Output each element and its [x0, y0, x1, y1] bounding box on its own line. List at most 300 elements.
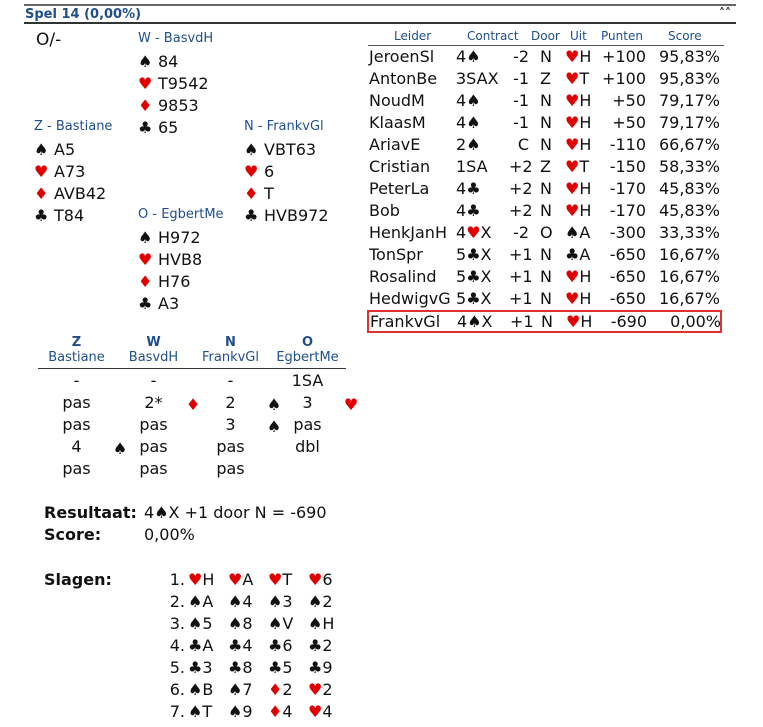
score-row-score: 95,83%	[658, 69, 720, 88]
heart-icon: ♥	[228, 570, 243, 589]
score-row-lead	[565, 201, 591, 220]
heart-icon: ♥	[343, 395, 359, 414]
east-spades: H972	[158, 228, 201, 247]
trick-row	[155, 680, 345, 702]
lead-card: H	[579, 289, 592, 308]
score-row-door: N	[540, 245, 552, 264]
score-row-points: -300	[609, 223, 646, 242]
score-row-result: +2	[509, 157, 533, 176]
spade-icon: ♠	[268, 614, 283, 633]
heart-icon: ♥	[138, 74, 153, 93]
bidding-col-n	[192, 336, 269, 366]
bidding-player: BasvdH	[128, 350, 179, 365]
spade-icon: ♠	[565, 223, 580, 242]
score-row-points: +50	[612, 113, 646, 132]
score-row-contract	[456, 223, 492, 242]
score-row-name: AntonBe	[369, 69, 438, 88]
score-row-result: +1	[509, 245, 533, 264]
score-row[interactable]	[368, 200, 724, 222]
spade-icon: ♠	[138, 52, 153, 71]
tricks-label: Slagen:	[44, 570, 112, 589]
bid: pas	[216, 437, 245, 456]
bid: pas	[62, 415, 91, 434]
score-row-door: N	[540, 179, 552, 198]
score-row-name: Bob	[369, 201, 400, 220]
score-row-lead	[565, 113, 591, 132]
score-row-lead	[565, 91, 591, 110]
lead-card: T	[579, 69, 590, 88]
south-diamonds: AVB42	[54, 184, 107, 203]
trick-card	[185, 680, 225, 699]
score-row-lead	[565, 289, 591, 308]
trick-number: 2.	[169, 592, 185, 611]
lead-card: T	[579, 157, 590, 176]
score-row[interactable]	[368, 46, 724, 68]
trick-card-rank: 2	[322, 592, 333, 611]
trick-card	[305, 614, 345, 633]
bidding-row	[38, 413, 346, 435]
trick-card-rank: 3	[202, 658, 213, 677]
club-icon: ♣	[138, 294, 153, 313]
club-icon: ♣	[188, 636, 203, 655]
bidding-player: EgbertMe	[276, 350, 339, 365]
score-row-points: -650	[609, 267, 646, 286]
heart-icon: ♥	[308, 680, 323, 699]
scores-body	[368, 46, 724, 333]
score-row-contract	[456, 135, 481, 154]
trick-card	[265, 680, 305, 699]
trick-card-rank: 8	[242, 658, 253, 677]
bid: 2 ♦ *	[115, 393, 192, 412]
north-diamonds: T	[264, 184, 274, 203]
bidding-row	[38, 435, 346, 457]
club-icon: ♣	[308, 636, 323, 655]
bid: pas	[139, 459, 168, 478]
bidding-table	[38, 335, 359, 479]
trick-card	[185, 636, 225, 655]
trick-card-rank: H	[202, 570, 215, 589]
header-score[interactable]: Score	[668, 29, 702, 43]
trick-row	[155, 570, 345, 592]
score-row-points: +100	[602, 47, 646, 66]
bid: dbl	[295, 437, 320, 456]
trick-card	[225, 658, 265, 677]
score-row-door: N	[540, 201, 552, 220]
heart-icon: ♥	[308, 570, 323, 589]
score-row-name: Rosalind	[369, 267, 437, 286]
score-row-door: N	[540, 267, 552, 286]
spade-icon: ♠	[228, 702, 243, 721]
trick-row	[155, 592, 345, 614]
club-icon: ♣	[34, 206, 49, 225]
trick-card-rank: 4	[242, 592, 253, 611]
scores-table	[368, 28, 724, 333]
score-row-result: -1	[513, 91, 529, 110]
trick-card-rank: 2	[282, 680, 293, 699]
bid: pas	[62, 393, 91, 412]
score-row-door: N	[540, 289, 552, 308]
bid: 4 ♠	[38, 437, 115, 456]
score-row-score: 95,83%	[658, 47, 720, 66]
score-value: 0,00%	[144, 525, 195, 544]
contract-level: 4	[456, 223, 467, 242]
heart-icon: ♥	[244, 162, 259, 181]
score-row[interactable]	[368, 244, 724, 266]
header-punten[interactable]: Punten	[601, 29, 643, 43]
score-row-score: 79,17%	[658, 91, 720, 110]
club-icon: ♣	[188, 658, 203, 677]
hand-north-name: N - FrankvGl	[244, 119, 324, 134]
score-row-contract	[456, 201, 481, 220]
score-row-contract	[456, 113, 481, 132]
score-row-lead	[565, 267, 591, 286]
bidding-header	[38, 336, 346, 369]
bidding-body	[38, 369, 359, 479]
score-row-points: -650	[609, 289, 646, 308]
east-diamonds: H76	[158, 272, 191, 291]
spade-icon: ♠	[466, 47, 481, 66]
contract-double: X	[481, 312, 493, 331]
trick-card	[265, 636, 305, 655]
header-uit[interactable]: Uit	[570, 29, 587, 43]
trick-card-rank: 5	[202, 614, 213, 633]
double-chevron-up-icon[interactable]: ˄˄	[719, 6, 731, 20]
diamond-icon: ♦	[138, 272, 153, 291]
hand-south	[34, 119, 112, 227]
heart-icon: ♥	[565, 157, 580, 176]
bid: pas	[293, 415, 322, 434]
trick-card	[305, 658, 345, 677]
deal-title: Spel 14 (0,00%)	[25, 7, 142, 22]
trick-card	[225, 592, 265, 611]
heart-icon: ♥	[565, 267, 580, 286]
score-row-result: -2	[513, 223, 529, 242]
score-row-score: 66,67%	[658, 135, 720, 154]
result-level: 4	[144, 503, 155, 522]
score-row-contract	[456, 179, 481, 198]
vulnerability: O/-	[36, 30, 62, 50]
diamond-icon: ♦	[34, 184, 49, 203]
score-row-result: +1	[509, 289, 533, 308]
score-row-contract	[456, 69, 499, 88]
trick-card	[305, 570, 345, 589]
trick-card-rank: 9	[242, 702, 253, 721]
club-icon: ♣	[466, 201, 481, 220]
score-row-lead	[565, 69, 589, 88]
trick-card	[225, 614, 265, 633]
contract-level: 4	[456, 91, 467, 110]
score-row-score: 0,00%	[670, 312, 721, 331]
lead-card: H	[580, 312, 593, 331]
bid: 3 ♥	[269, 393, 346, 412]
spade-icon: ♠	[266, 395, 282, 414]
bidding-col-o	[269, 336, 346, 366]
hand-west-name: W - BasvdH	[138, 31, 214, 46]
spade-icon: ♠	[228, 614, 243, 633]
south-hearts: A73	[54, 162, 86, 181]
score-row-contract	[457, 312, 493, 331]
trick-card	[185, 614, 225, 633]
trick-row	[155, 614, 345, 636]
score-row-lead	[565, 179, 591, 198]
spade-icon: ♠	[188, 614, 203, 633]
trick-card-rank: 3	[282, 592, 293, 611]
trick-card	[265, 658, 305, 677]
contract-level: 4	[457, 312, 468, 331]
score-row-door: Z	[540, 157, 551, 176]
spade-icon: ♠	[188, 592, 203, 611]
north-spades: VBT63	[264, 140, 317, 159]
spade-icon: ♠	[268, 592, 283, 611]
contract-level: 4	[456, 113, 467, 132]
trick-card-rank: 2	[322, 680, 333, 699]
score-row-result: +2	[509, 179, 533, 198]
bidding-col-z	[38, 336, 115, 366]
score-row-lead	[565, 223, 590, 242]
south-clubs: T84	[54, 206, 85, 225]
heart-icon: ♥	[308, 702, 323, 721]
header-door[interactable]: Door	[531, 29, 560, 43]
score-row-name: AriavE	[369, 135, 421, 154]
spade-icon: ♠	[266, 417, 282, 436]
score-row-result: +2	[509, 201, 533, 220]
lead-card: H	[579, 113, 592, 132]
trick-card	[265, 592, 305, 611]
score-row-contract	[456, 91, 481, 110]
trick-card-rank: 4	[242, 636, 253, 655]
score-row[interactable]	[367, 310, 722, 333]
score-row-points: -110	[609, 135, 646, 154]
trick-card	[265, 614, 305, 633]
score-row-score: 16,67%	[658, 267, 720, 286]
spade-icon: ♠	[228, 592, 243, 611]
score-row-points: -170	[609, 201, 646, 220]
score-row[interactable]	[368, 112, 724, 134]
spade-icon: ♠	[466, 135, 481, 154]
bid: -	[150, 371, 157, 390]
trick-card-rank: 6	[322, 570, 333, 589]
club-icon: ♣	[268, 636, 283, 655]
score-row-score: 33,33%	[658, 223, 720, 242]
score-row[interactable]	[368, 178, 724, 200]
trick-number: 7.	[169, 702, 185, 721]
trick-card-rank: T	[282, 570, 293, 589]
result-label: Resultaat:	[44, 503, 137, 522]
trick-card-rank: 5	[282, 658, 293, 677]
contract-level: 5	[456, 267, 467, 286]
score-row-result: C	[517, 135, 529, 154]
spade-icon: ♠	[308, 614, 323, 633]
contract-double: X	[480, 289, 492, 308]
score-row-result: -1	[513, 69, 529, 88]
score-row-points: -690	[610, 312, 647, 331]
hand-south-name: Z - Bastiane	[34, 119, 113, 134]
heart-icon: ♥	[565, 91, 580, 110]
score-row-contract	[456, 267, 492, 286]
trick-card	[305, 636, 345, 655]
score-row[interactable]	[368, 288, 724, 310]
score-row-lead	[565, 135, 591, 154]
hand-east-name: O - EgbertMe	[138, 207, 224, 222]
bid: -	[73, 371, 80, 390]
trick-card	[265, 570, 305, 589]
trick-number: 6.	[169, 680, 185, 699]
hand-west	[138, 31, 213, 139]
trick-card-rank: A	[202, 592, 214, 611]
result-block	[44, 503, 327, 547]
heart-icon: ♥	[138, 250, 153, 269]
score-row-door: O	[540, 223, 553, 242]
spade-icon: ♠	[467, 312, 482, 331]
hand-east	[138, 207, 224, 315]
score-row-name: TonSpr	[369, 245, 423, 264]
trick-card	[265, 702, 305, 721]
trick-card	[305, 702, 345, 721]
lead-card: H	[579, 267, 592, 286]
trick-card-rank: 8	[242, 614, 253, 633]
trick-card-rank: A	[202, 636, 214, 655]
score-row-lead	[565, 157, 589, 176]
trick-card	[225, 570, 265, 589]
contract-level: 5	[456, 289, 467, 308]
score-row-name: PeterLa	[369, 179, 430, 198]
score-row-result: -2	[513, 47, 529, 66]
score-row-contract	[456, 47, 481, 66]
bidding-direction: O	[301, 335, 314, 350]
east-clubs: A3	[158, 294, 180, 313]
bid: 1SA	[291, 371, 324, 390]
spade-icon: ♠	[466, 91, 481, 110]
bidding-row	[38, 369, 346, 391]
club-icon: ♣	[244, 206, 259, 225]
result-text: X +1 door N = -690	[168, 503, 327, 522]
heart-icon: ♥	[565, 47, 580, 66]
trick-card-rank: 6	[282, 636, 293, 655]
score-row-score: 45,83%	[658, 179, 720, 198]
spade-icon: ♠	[244, 140, 259, 159]
score-row[interactable]	[368, 266, 724, 288]
heart-icon: ♥	[565, 289, 580, 308]
trick-number: 1.	[169, 570, 185, 589]
diamond-icon: ♦	[244, 184, 259, 203]
heart-icon: ♥	[565, 201, 580, 220]
heart-icon: ♥	[565, 69, 580, 88]
north-hearts: 6	[264, 162, 275, 181]
score-row-name: Cristian	[369, 157, 431, 176]
west-hearts: T9542	[158, 74, 209, 93]
score-row-points: -150	[609, 157, 646, 176]
trick-card	[305, 680, 345, 699]
spade-icon: ♠	[188, 702, 203, 721]
score-row[interactable]	[368, 134, 724, 156]
score-row-score: 79,17%	[658, 113, 720, 132]
score-row-name: FrankvGl	[370, 312, 441, 331]
contract-level: 1SA	[456, 157, 488, 176]
trick-card-rank: 2	[322, 636, 333, 655]
club-icon: ♣	[466, 245, 481, 264]
heart-icon: ♥	[188, 570, 203, 589]
heart-icon: ♥	[565, 179, 580, 198]
west-diamonds: 9853	[158, 96, 199, 115]
score-row-name: HedwigvG	[369, 289, 451, 308]
bidding-player: Bastiane	[48, 350, 105, 365]
score-row-lead	[565, 245, 590, 264]
score-row-score: 58,33%	[658, 157, 720, 176]
club-icon: ♣	[466, 267, 481, 286]
contract-level: 4	[456, 47, 467, 66]
trick-card	[185, 702, 225, 721]
trick-card	[185, 658, 225, 677]
score-row-lead	[566, 312, 592, 331]
trick-card	[185, 570, 225, 589]
spade-icon: ♠	[188, 680, 203, 699]
contract-level: 4	[456, 201, 467, 220]
bidding-direction: Z	[71, 335, 82, 350]
diamond-icon: ♦	[185, 395, 201, 414]
score-row[interactable]	[368, 90, 724, 112]
score-row-result: -1	[513, 113, 529, 132]
lead-card: H	[579, 91, 592, 110]
score-row-contract	[456, 245, 492, 264]
trick-card-rank: 4	[282, 702, 293, 721]
trick-number: 5.	[169, 658, 185, 677]
spade-icon: ♠	[154, 503, 169, 522]
bid: pas	[62, 459, 91, 478]
trick-number: 3.	[169, 614, 185, 633]
heart-icon: ♥	[268, 570, 283, 589]
club-icon: ♣	[308, 658, 323, 677]
hand-north	[244, 119, 329, 227]
spade-icon: ♠	[308, 592, 323, 611]
west-spades: 84	[158, 52, 179, 71]
score-row-name: JeroenSl	[369, 47, 435, 66]
score-row[interactable]	[368, 156, 724, 178]
score-row-door: N	[540, 47, 552, 66]
score-row[interactable]	[368, 68, 724, 90]
score-row-door: N	[540, 135, 552, 154]
header-leider[interactable]: Leider	[394, 29, 432, 43]
spade-icon: ♠	[34, 140, 49, 159]
score-row-door: Z	[540, 69, 551, 88]
bidding-direction: N	[225, 335, 236, 350]
lead-card: A	[579, 223, 591, 242]
diamond-icon: ♦	[268, 680, 283, 699]
score-row-contract	[456, 289, 492, 308]
header-contract[interactable]: Contract	[467, 29, 519, 43]
trick-card	[305, 592, 345, 611]
trick-number: 4.	[169, 636, 185, 655]
lead-card: H	[579, 179, 592, 198]
trick-card-rank: 7	[242, 680, 253, 699]
trick-card-rank: B	[202, 680, 214, 699]
trick-card-rank: H	[322, 614, 335, 633]
score-row[interactable]	[368, 222, 724, 244]
score-row-contract	[456, 157, 488, 176]
heart-icon: ♥	[466, 223, 481, 242]
club-icon: ♣	[228, 636, 243, 655]
bidding-direction: W	[146, 335, 161, 350]
spade-icon: ♠	[112, 439, 128, 458]
score-row-score: 16,67%	[658, 289, 720, 308]
scores-header	[368, 28, 724, 46]
south-spades: A5	[54, 140, 76, 159]
lead-card: H	[579, 201, 592, 220]
bid: 2 ♠	[192, 393, 269, 412]
score-row-door: N	[541, 312, 553, 331]
score-row-name: HenkJanH	[369, 223, 447, 242]
score-row-name: NoudM	[369, 91, 425, 110]
trick-card	[225, 702, 265, 721]
